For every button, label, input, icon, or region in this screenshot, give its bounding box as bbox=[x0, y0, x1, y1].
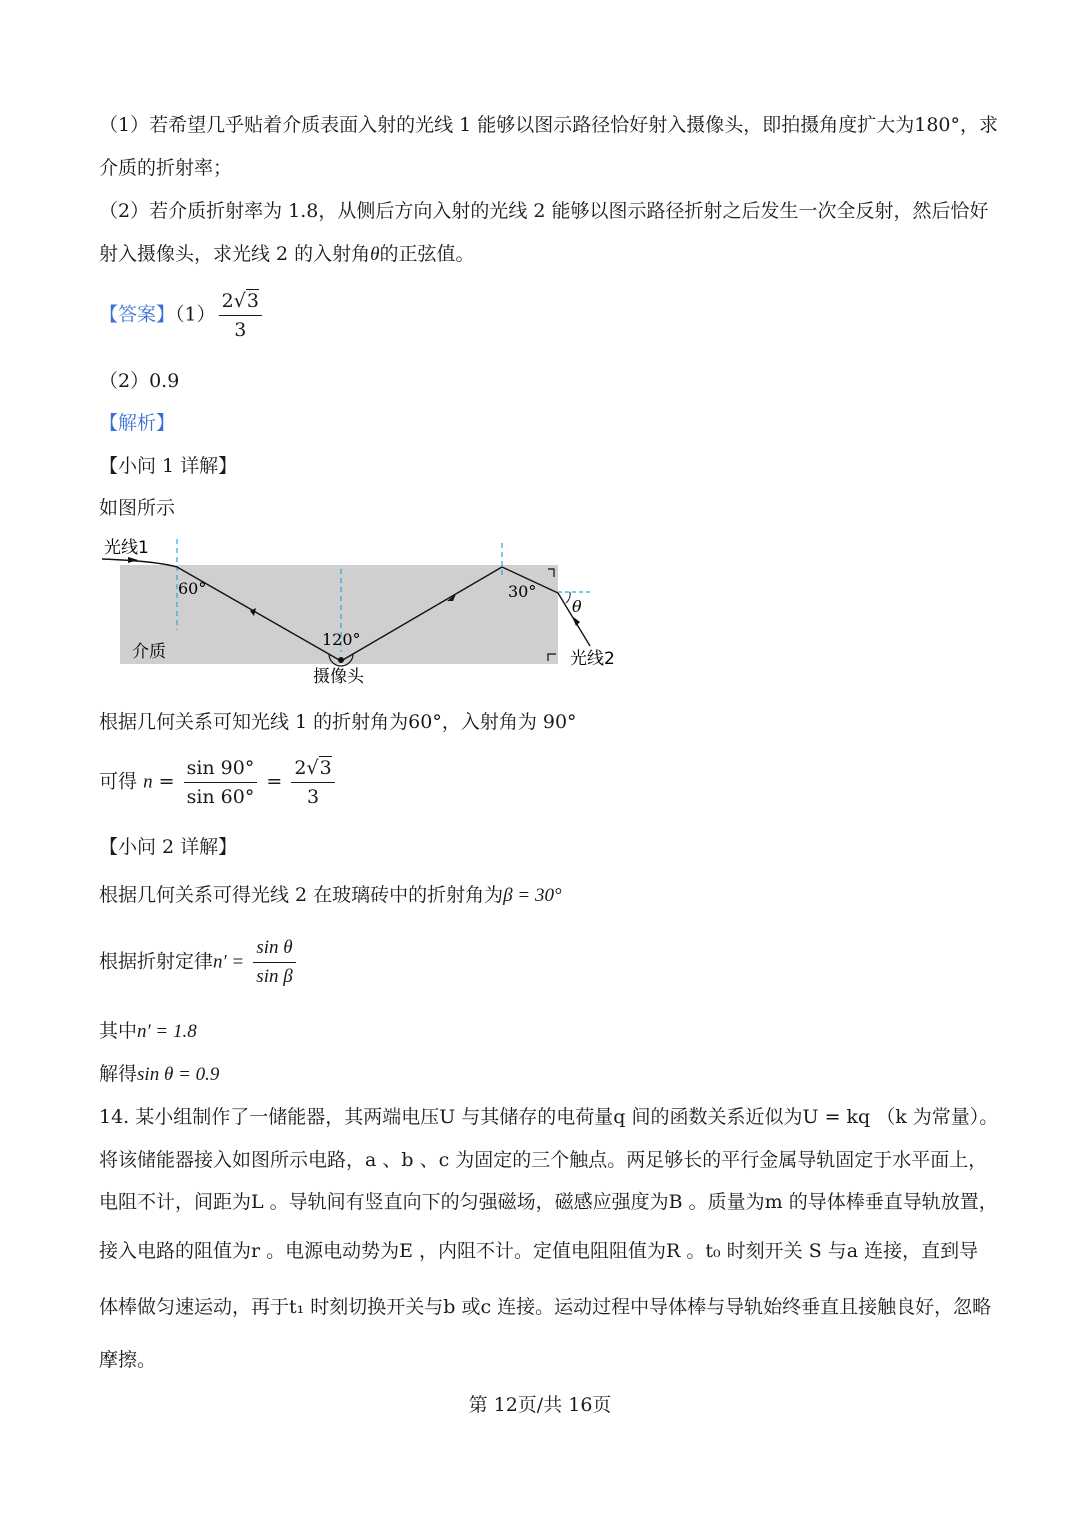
sub2-solve-prefix: 解得 bbox=[99, 1063, 138, 1085]
answer-label: 【答案】 bbox=[99, 303, 176, 326]
sub2-solve bbox=[99, 1059, 219, 1086]
sub2-solve-eq: sin θ = 0.9 bbox=[137, 1064, 220, 1085]
sub2-heading: 【小问 2 详解】 bbox=[99, 836, 238, 858]
camera-label: 摄像头 bbox=[313, 667, 364, 687]
sub2-geom-text: 根据几何关系可得光线 2 在玻璃砖中的折射角为 bbox=[99, 884, 504, 906]
q14-line5: 体棒做匀速运动，再于t₁ 时刻切换开关与b 或c 连接。运动过程中导体棒与导轨始终垂直且接触良好，忽略 bbox=[99, 1296, 992, 1318]
theta-label: θ bbox=[572, 597, 582, 616]
q14-line6: 摩擦。 bbox=[99, 1349, 157, 1371]
sub2-beta-eq: β = 30° bbox=[503, 885, 562, 906]
sub2-where-eq: n′ = 1.8 bbox=[137, 1021, 197, 1042]
camera-point bbox=[338, 657, 344, 663]
sub2-law-fraction bbox=[253, 935, 295, 990]
sub2-law-den: sin β bbox=[256, 966, 293, 987]
sub1-eq-den: sin 60° bbox=[186, 786, 255, 808]
q1-line1: （1）若希望几乎贴着介质表面入射的光线 1 能够以图示路径恰好射入摄像头，即拍摄角度扩大为180°，求 bbox=[99, 114, 999, 136]
answer-part1 bbox=[99, 288, 265, 343]
sub2-law bbox=[99, 935, 299, 990]
sub1-result-fraction: $\frac{2√3}{3}$ bbox=[291, 755, 334, 810]
sub2-geom bbox=[99, 880, 562, 907]
sub1-fraction bbox=[184, 755, 258, 810]
sub1-intro: 如图所示 bbox=[99, 497, 176, 519]
sub2-law-num: sin θ bbox=[253, 935, 295, 963]
answer-num-coef: 2 bbox=[221, 290, 234, 312]
sub1-heading: 【小问 1 详解】 bbox=[99, 455, 238, 477]
sub1-eq-equals: = bbox=[158, 770, 175, 793]
sub1-eq-prefix: 可得 bbox=[99, 770, 138, 793]
q14-line3: 电阻不计，间距为L 。导轨间有竖直向下的匀强磁场，磁感应强度为B 。质量为m 的导体棒垂直导轨放置， bbox=[99, 1191, 998, 1213]
arrow-icon bbox=[572, 616, 580, 626]
sub1-eq-num: sin 90° bbox=[184, 755, 258, 783]
angle-60-label: 60° bbox=[178, 579, 207, 598]
sub1-equation bbox=[99, 755, 338, 810]
answer-num-rad: 3 bbox=[246, 290, 259, 312]
q2-theta: θ bbox=[370, 244, 380, 265]
sub1-res-den: 3 bbox=[306, 786, 320, 808]
sub2-law-prefix: 根据折射定律 bbox=[99, 950, 214, 973]
angle-120-label: 120° bbox=[322, 630, 361, 649]
page-footer: 第 12页/共 16页 bbox=[468, 1394, 612, 1416]
angle-30-label: 30° bbox=[508, 582, 537, 601]
sub2-where-prefix: 其中 bbox=[99, 1020, 138, 1042]
refraction-diagram bbox=[96, 533, 626, 693]
theta-arc bbox=[566, 592, 570, 603]
q2-line2-text: 射入摄像头，求光线 2 的入射角 bbox=[99, 243, 371, 265]
sub1-eq-equals-2: = bbox=[266, 770, 283, 793]
q2-line2 bbox=[99, 239, 475, 266]
answer-part1-fraction: $\frac{2√3}{3}$ bbox=[219, 288, 262, 343]
light2-label: 光线2 bbox=[570, 649, 615, 669]
q2-line2-end: 的正弦值。 bbox=[379, 243, 475, 265]
q1-line2: 介质的折射率； bbox=[99, 157, 233, 179]
sub1-geom: 根据几何关系可知光线 1 的折射角为60°，入射角为 90° bbox=[99, 711, 577, 733]
sub1-res-rad: 3 bbox=[319, 757, 332, 779]
answer-den: 3 bbox=[234, 319, 247, 341]
q2-line1: （2）若介质折射率为 1.8，从侧后方向入射的光线 2 能够以图示路径折射之后发生一次全反射，然后恰好 bbox=[99, 200, 989, 222]
sub1-res-coef: 2 bbox=[294, 757, 307, 779]
analysis-label: 【解析】 bbox=[99, 412, 176, 434]
sub2-law-lhs: n′ = bbox=[213, 951, 245, 973]
q14-line2: 将该储能器接入如图所示电路，a 、b 、c 为固定的三个触点。两足够长的平行金属导轨固定于水平面上， bbox=[99, 1149, 988, 1171]
q14-line1: 14. 某小组制作了一储能器，其两端电压U 与其储存的电荷量q 间的函数关系近似为U = kq （k 为常量）。 bbox=[99, 1106, 999, 1128]
medium-label: 介质 bbox=[132, 642, 166, 662]
light1-label: 光线1 bbox=[104, 538, 149, 558]
q14-line4: 接入电路的阻值为r 。电源电动势为E ，内阻不计。定值电阻阻值为R 。t₀ 时刻开关 S 与a 连接，直到导 bbox=[99, 1240, 979, 1262]
answer-part1-prefix: （1） bbox=[175, 303, 216, 326]
sub1-eq-n: n bbox=[143, 771, 153, 793]
sub2-where bbox=[99, 1016, 197, 1043]
answer-part2: （2）0.9 bbox=[99, 370, 180, 392]
